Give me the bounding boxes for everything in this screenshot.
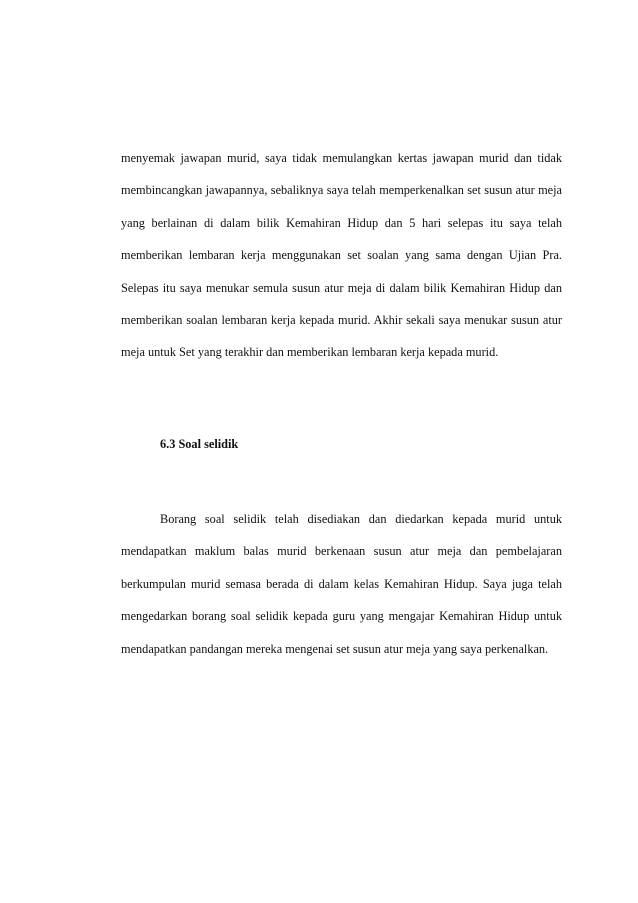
section-heading: 6.3 Soal selidik: [160, 437, 239, 451]
body-paragraph-continued: menyemak jawapan murid, saya tidak memulangkan kertas jawapan murid dan tidak membincangkan jawapannya, sebaliknya saya telah memperkenalkan set susun atur meja yang berlainan di dalam bilik Kemahiran Hidup dan 5 hari selepas itu saya telah memberikan lembaran kerja menggunakan set soalan yang sama dengan Ujian Pra. Selepas itu saya menukar semula susun atur meja di dalam bilik Kemahiran Hidup dan memberikan soalan lembaran kerja kepada murid. Akhir sekali saya menukar susun atur meja untuk Set yang terakhir dan memberikan lembaran kerja kepada murid.: [121, 151, 562, 360]
body-paragraph-soal-selidik: Borang soal selidik telah disediakan dan diedarkan kepada murid untuk mendapatkan maklum balas murid berkenaan susun atur meja dan pembelajaran berkumpulan murid semasa berada di dalam kelas Kemahiran Hidup. Saya juga telah mengedarkan borang soal selidik kepada guru yang mengajar Kemahiran Hidup untuk mendapatkan pandangan mereka mengenai set susun atur meja yang saya perkenalkan.: [121, 512, 562, 656]
